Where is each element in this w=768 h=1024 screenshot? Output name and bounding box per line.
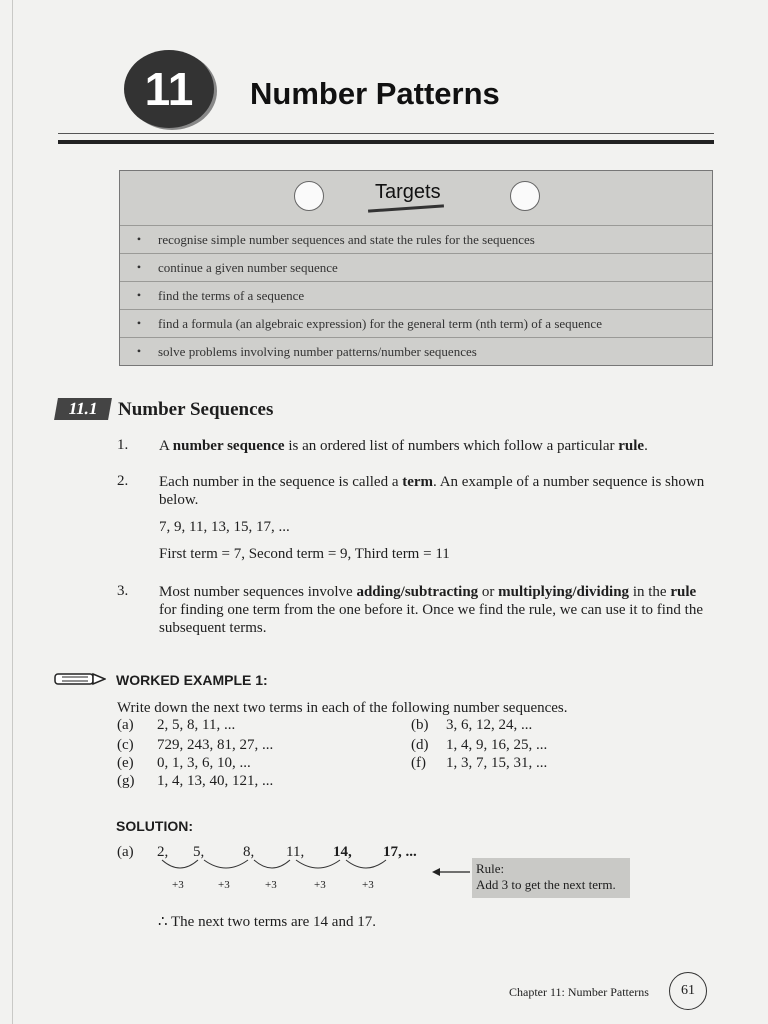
point-3-text	[159, 583, 714, 637]
text-run: is an ordered list of numbers which follow a particular	[284, 438, 619, 454]
target-text: solve problems involving number patterns/number sequences	[158, 343, 477, 359]
section-title: Number Sequences	[118, 399, 274, 420]
text-run: Most number sequences involve	[159, 584, 357, 600]
question-label: (a)	[117, 717, 134, 733]
page-edge	[12, 0, 13, 1024]
point-number: 2.	[117, 473, 129, 489]
solution-label: SOLUTION:	[116, 818, 193, 834]
title-divider-thick	[58, 140, 714, 144]
bullet-icon: •	[136, 316, 142, 330]
question-label: (b)	[411, 717, 429, 733]
question-label: (g)	[117, 773, 135, 789]
target-text: find the terms of a sequence	[158, 287, 305, 303]
sequence-term-new: 17, ...	[383, 844, 417, 860]
page-number: 61	[669, 972, 707, 1010]
question-text: 1, 3, 7, 15, 31, ...	[446, 755, 548, 771]
sequence-term: 2,	[157, 844, 169, 860]
question-label: (c)	[117, 737, 134, 753]
question-label: (d)	[411, 737, 429, 753]
question-text: 3, 6, 12, 24, ...	[446, 717, 533, 733]
term-bold: multiplying/dividing	[498, 584, 630, 600]
footer-chapter: Chapter 11: Number Patterns	[509, 985, 649, 999]
question-text: 1, 4, 13, 40, 121, ...	[157, 773, 274, 789]
bullet-icon: •	[136, 344, 142, 358]
title-divider	[58, 133, 714, 134]
question-text: 1, 4, 9, 16, 25, ...	[446, 737, 548, 753]
circle-icon	[294, 181, 324, 211]
term-bold: adding/subtracting	[356, 584, 479, 600]
question-label: (f)	[411, 755, 426, 771]
term-bold: rule	[670, 584, 697, 600]
question-text: 2, 5, 8, 11, ...	[157, 717, 236, 733]
target-item	[120, 309, 712, 337]
text-run: Each number in the sequence is called a	[159, 474, 403, 490]
worked-example-label: WORKED EXAMPLE 1:	[116, 672, 268, 688]
target-text: find a formula (an algebraic expression) for the general term (nth term) of a sequence	[158, 315, 602, 331]
target-item	[120, 337, 712, 365]
target-text: continue a given number sequence	[158, 259, 338, 275]
worked-example-intro: Write down the next two terms in each of the following number sequences.	[117, 700, 568, 716]
text-run: A	[159, 438, 173, 454]
bullet-icon: •	[136, 232, 142, 246]
text-run: or	[478, 584, 499, 600]
point-2-text	[159, 473, 714, 509]
chapter-number-badge: 11	[124, 50, 214, 128]
question-label: (e)	[117, 755, 134, 771]
example-terms: First term = 7, Second term = 9, Third term = 11	[159, 546, 450, 562]
targets-box	[119, 170, 713, 366]
target-item	[120, 225, 712, 253]
arrow-left-icon	[432, 867, 470, 877]
point-1-text	[159, 437, 719, 455]
section-number-badge: 11.1	[54, 398, 112, 420]
text-run: .	[644, 438, 648, 454]
pencil-icon	[54, 672, 106, 686]
term-bold: rule	[618, 438, 645, 454]
difference-label: +3	[172, 879, 184, 891]
difference-label: +3	[265, 879, 277, 891]
difference-label: +3	[218, 879, 230, 891]
question-text: 729, 243, 81, 27, ...	[157, 737, 274, 753]
sequence-term: 5,	[193, 844, 205, 860]
bullet-icon: •	[136, 260, 142, 274]
target-item	[120, 253, 712, 281]
text-run: in the	[629, 584, 671, 600]
sequence-term: 8,	[243, 844, 255, 860]
solution-conclusion: ∴ The next two terms are 14 and 17.	[158, 914, 376, 930]
target-text: recognise simple number sequences and state the rules for the sequences	[158, 231, 535, 247]
term-bold: number sequence	[172, 438, 285, 454]
rule-callout	[472, 858, 630, 898]
solution-part-label: (a)	[117, 844, 134, 860]
difference-label: +3	[362, 879, 374, 891]
example-sequence: 7, 9, 11, 13, 15, 17, ...	[159, 519, 290, 535]
bullet-icon: •	[136, 288, 142, 302]
rule-title: Rule:	[476, 861, 505, 876]
question-text: 0, 1, 3, 6, 10, ...	[157, 755, 251, 771]
difference-label: +3	[314, 879, 326, 891]
sequence-term-new: 14,	[333, 844, 352, 860]
term-bold: term	[402, 474, 434, 490]
rule-text: Add 3 to get the next term.	[476, 877, 616, 892]
text-run: . An example of a number sequence is shown below.	[159, 474, 705, 508]
text-run: for finding one term from the one before it. Once we find the rule, we can use it to find the subsequent terms.	[159, 602, 703, 636]
point-number: 3.	[117, 583, 129, 599]
targets-underline	[368, 204, 444, 212]
circle-icon	[510, 181, 540, 211]
sequence-term: 11,	[286, 844, 305, 860]
target-item	[120, 281, 712, 309]
targets-header	[120, 171, 712, 225]
chapter-title: Number Patterns	[250, 76, 500, 111]
targets-title: Targets	[375, 181, 441, 203]
point-number: 1.	[117, 437, 129, 453]
